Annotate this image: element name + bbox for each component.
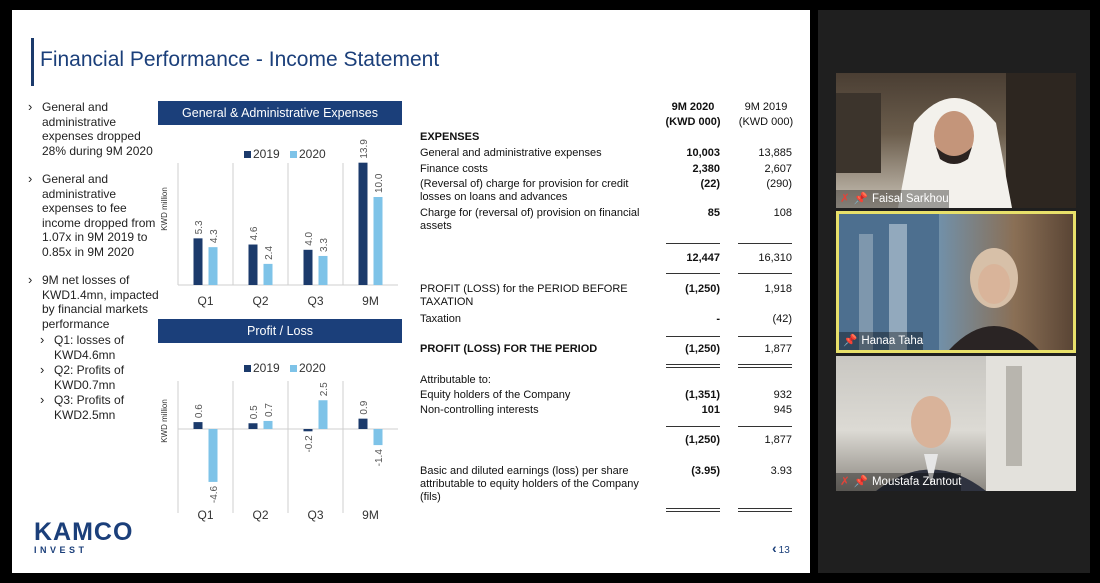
bullet-item	[26, 273, 166, 331]
bar-2020-Q1	[209, 429, 218, 482]
bar-2020-Q3	[319, 400, 328, 429]
value-2020: (1,250)	[685, 434, 720, 446]
subtotal-rule	[738, 273, 792, 274]
subtotal-rule	[666, 426, 720, 427]
value-2020: (1,351)	[685, 389, 720, 401]
participant-video	[836, 356, 1076, 491]
bullet-list	[26, 100, 166, 422]
chart-title: General & Administrative Expenses	[158, 101, 402, 125]
data-label: 0.6	[194, 404, 205, 419]
bar-2019-Q2	[249, 245, 258, 285]
row-label: Attributable to:	[420, 374, 491, 386]
legend-label: 2020	[299, 361, 326, 375]
bar-2020-9M	[374, 197, 383, 285]
sub-bullet-item: › Q1: losses of KWD4.6mn	[26, 333, 166, 362]
participant-name-bar	[836, 473, 961, 491]
value-2020: -	[716, 313, 720, 325]
legend-label: 2019	[253, 147, 280, 161]
chevron-left-icon[interactable]: ‹	[772, 540, 777, 556]
subtotal-rule	[666, 273, 720, 274]
value-2020: 85	[707, 207, 720, 219]
category-label: 9M	[362, 294, 379, 308]
data-label: 0.9	[359, 400, 370, 415]
category-label: Q2	[252, 508, 269, 522]
data-label: 5.3	[194, 220, 205, 235]
value-2019: 3.93	[770, 465, 792, 477]
video-tile[interactable]	[836, 73, 1076, 208]
row-label: PROFIT (LOSS) FOR THE PERIOD	[420, 343, 598, 355]
data-label: 4.0	[304, 231, 315, 246]
value-2020: (3.95)	[691, 465, 720, 477]
value-2019: 1,918	[764, 283, 792, 295]
kamco-logo	[34, 520, 133, 555]
pin-icon: 📌	[843, 335, 858, 347]
total-double-rule	[666, 508, 720, 512]
value-2019: 1,877	[764, 343, 792, 355]
value-2020: (1,250)	[685, 283, 720, 295]
pin-icon: 📌	[853, 476, 868, 488]
row-label: Basic and diluted earnings (loss) per share attributable to equity holders of the Company (fils)	[420, 465, 639, 503]
participant-name: Hanaa Taha	[861, 335, 924, 347]
subtotal-rule	[738, 426, 792, 427]
participant-name: Faisal Sarkhou	[871, 193, 949, 205]
chart-svg	[158, 343, 402, 529]
bar-2019-Q3	[304, 429, 313, 431]
participant-video	[839, 214, 1073, 350]
row-label: (Reversal of) charge for provision for credit losses on loans and advances	[420, 178, 629, 203]
video-tile[interactable]	[836, 356, 1076, 491]
data-label: 4.6	[249, 226, 260, 241]
mic-off-icon: ✗	[840, 476, 850, 488]
value-2019: 2,607	[764, 163, 792, 175]
bar-2019-9M	[359, 163, 368, 285]
participant-name: Moustafa Zantout	[871, 476, 962, 488]
legend-label: 2019	[253, 361, 280, 375]
data-label: -4.6	[209, 485, 220, 504]
row-label: EXPENSES	[420, 131, 480, 143]
data-label: 10.0	[374, 173, 385, 193]
presentation-slide	[12, 10, 810, 573]
data-label: -0.2	[304, 435, 315, 453]
bar-2019-Q1	[194, 238, 203, 285]
legend-swatch	[244, 151, 251, 158]
window-shape	[986, 356, 1076, 491]
sub-bullet-item: › Q3: Profits of KWD2.5mn	[26, 393, 166, 422]
data-label: 2.5	[319, 382, 330, 397]
building-shape	[1006, 366, 1022, 466]
category-label: Q1	[197, 294, 214, 308]
category-label: Q3	[307, 294, 324, 308]
subtotal-rule	[666, 243, 720, 244]
logo-subtitle: INVEST	[34, 545, 88, 555]
row-label: Charge for (reversal of) provision on financial assets	[420, 207, 640, 232]
value-2020: (1,250)	[685, 343, 720, 355]
total-double-rule	[666, 364, 720, 368]
participant-name-bar	[836, 190, 949, 208]
subtotal-rule	[738, 243, 792, 244]
subtotal-rule	[738, 336, 792, 337]
value-2019: 932	[773, 389, 792, 401]
participant-video	[836, 73, 1076, 208]
bar-2019-Q1	[194, 422, 203, 429]
value-2019: 108	[773, 207, 792, 219]
legend-swatch	[290, 151, 297, 158]
value-2020: 2,380	[692, 163, 720, 175]
row-label: Taxation	[420, 313, 461, 325]
slide-title: Financial Performance - Income Statement	[40, 48, 440, 71]
col-header-2019: 9M 2019	[744, 101, 788, 113]
category-label: Q2	[252, 294, 269, 308]
value-2019: 1,877	[764, 434, 792, 446]
chart-svg	[158, 125, 402, 311]
bar-2020-Q2	[264, 264, 273, 285]
row-label: Non-controlling interests	[420, 404, 539, 416]
row-label: Finance costs	[420, 163, 488, 175]
bullet-item: › General and administrative expenses dropped 28% during 9M 2020	[26, 100, 166, 158]
total-double-rule	[738, 508, 792, 512]
data-label: 3.3	[319, 238, 330, 252]
bar-2019-9M	[359, 419, 368, 429]
row-label: Equity holders of the Company	[420, 389, 571, 401]
face-shape	[911, 396, 951, 448]
value-2019: 945	[773, 404, 792, 416]
title-accent-bar	[31, 38, 34, 86]
data-label: 13.9	[359, 139, 370, 159]
value-2020: 12,447	[686, 252, 720, 264]
sub-bullet-item: › Q2: Profits of KWD0.7mn	[26, 363, 166, 392]
page-number[interactable]	[772, 540, 790, 556]
col-header-2019-unit: (KWD 000)	[738, 116, 794, 128]
bar-2019-Q3	[304, 250, 313, 285]
pin-icon: 📌	[853, 193, 868, 205]
bullet-text: › 9M net losses of KWD1.4mn, impacted by financial markets performance	[42, 273, 159, 331]
bar-2020-Q2	[264, 421, 273, 429]
subtotal-rule	[666, 336, 720, 337]
data-label: 0.7	[264, 403, 275, 417]
data-label: -1.4	[374, 449, 385, 467]
legend-swatch	[290, 365, 297, 372]
y-axis-label: KWD million	[160, 399, 169, 443]
category-label: Q3	[307, 508, 324, 522]
col-header-2020: 9M 2020	[671, 101, 715, 113]
chart-profit-loss	[158, 319, 402, 529]
participant-name-bar	[839, 332, 923, 350]
value-2019: 16,310	[758, 252, 792, 264]
bullet-item: › General and administrative expenses to fee income dropped from 1.07x in 9M 2019 to 0.85x in 9M 2020	[26, 172, 166, 259]
row-label: General and administrative expenses	[420, 147, 602, 159]
legend-swatch	[244, 365, 251, 372]
value-2020: 101	[701, 404, 720, 416]
data-label: 0.5	[249, 405, 260, 420]
value-2019: (42)	[772, 313, 792, 325]
mic-off-icon: ✗	[840, 193, 850, 205]
value-2019: (290)	[766, 178, 792, 190]
row-label: PROFIT (LOSS) for the PERIOD BEFORE TAXATION	[420, 283, 628, 308]
participant-panel	[818, 10, 1090, 573]
page-number-value: 13	[778, 545, 790, 556]
chart-title: Profit / Loss	[158, 319, 402, 343]
bar-2020-Q1	[209, 247, 218, 285]
data-label: 2.4	[264, 245, 275, 260]
bar-2020-Q3	[319, 256, 328, 285]
col-header-2020-unit: (KWD 000)	[665, 116, 721, 128]
bar-2019-Q2	[249, 423, 258, 429]
logo-wordmark: KAMCO	[34, 518, 134, 546]
legend-label: 2020	[299, 147, 326, 161]
value-2020: 10,003	[686, 147, 720, 159]
y-axis-label: KWD million	[160, 187, 169, 231]
chart-ga-expenses	[158, 101, 402, 311]
total-double-rule	[738, 364, 792, 368]
shoulders-shape	[949, 326, 1039, 350]
category-label: Q1	[197, 508, 214, 522]
video-tile-active[interactable]	[836, 211, 1076, 353]
category-label: 9M	[362, 508, 379, 522]
value-2020: (22)	[700, 178, 720, 190]
wall-shape	[836, 93, 881, 173]
bar-2020-9M	[374, 429, 383, 445]
bookshelf-shape	[1006, 73, 1076, 208]
value-2019: 13,885	[758, 147, 792, 159]
data-label: 4.3	[209, 229, 220, 244]
face-shape	[978, 264, 1010, 304]
